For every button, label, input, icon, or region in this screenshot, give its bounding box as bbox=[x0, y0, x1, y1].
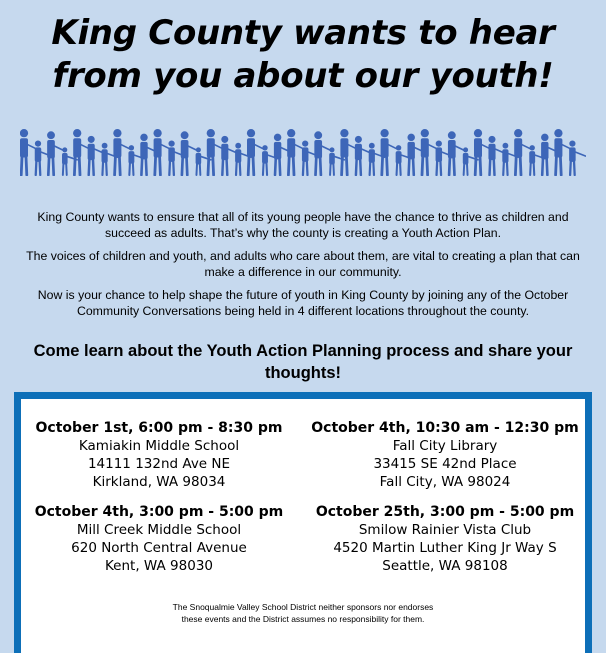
event-datetime: October 25th, 3:00 pm - 5:00 pm bbox=[315, 504, 575, 520]
events-panel bbox=[21, 399, 585, 653]
event-block bbox=[21, 419, 297, 491]
disclaimer-line-2: these events and the District assumes no responsibility for them. bbox=[181, 614, 425, 624]
headline-line-2: from you about our youth! bbox=[52, 56, 554, 96]
intro-text bbox=[14, 209, 592, 326]
event-city: Kent, WA 98030 bbox=[105, 558, 213, 574]
event-venue: Mill Creek Middle School bbox=[76, 522, 242, 538]
event-venue: Kamiakin Middle School bbox=[78, 438, 240, 454]
event-datetime: October 1st, 6:00 pm - 8:30 pm bbox=[35, 420, 283, 436]
event-datetime: October 4th, 10:30 am - 12:30 pm bbox=[311, 420, 579, 436]
intro-paragraph-3: Now is your chance to help shape the future of youth in King County by joining any of the October Community Conversations being held in 4 different locations throughout the county. bbox=[37, 288, 569, 318]
event-street: 4520 Martin Luther King Jr Way S bbox=[333, 540, 557, 556]
headline-line-1: King County wants to hear bbox=[51, 13, 555, 53]
intro-paragraph-1: King County wants to ensure that all of its young people have the chance to thrive as children and succeed as adults. That’s why the county is creating a Youth Action Plan. bbox=[37, 210, 569, 240]
event-street: 620 North Central Avenue bbox=[71, 540, 247, 556]
crowd-silhouette-image bbox=[20, 128, 586, 176]
intro-paragraph-2: The voices of children and youth, and adults who care about them, are vital to creating a plan that can make a difference in our community. bbox=[26, 249, 580, 279]
event-city: Fall City, WA 98024 bbox=[379, 474, 511, 490]
event-datetime: October 4th, 3:00 pm - 5:00 pm bbox=[34, 504, 284, 520]
event-street: 33415 SE 42nd Place bbox=[373, 456, 517, 472]
event-block bbox=[307, 419, 583, 491]
event-block bbox=[307, 503, 583, 575]
event-street: 14111 132nd Ave NE bbox=[87, 456, 231, 472]
disclaimer-line-1: The Snoqualmie Valley School District neither sponsors nor endorses bbox=[172, 602, 434, 612]
page-headline bbox=[0, 12, 606, 98]
event-venue: Fall City Library bbox=[392, 438, 498, 454]
events-box bbox=[14, 392, 592, 653]
call-to-action: Come learn about the Youth Action Planning process and share your thoughts! bbox=[33, 342, 573, 382]
event-city: Kirkland, WA 98034 bbox=[92, 474, 226, 490]
event-block bbox=[21, 503, 297, 575]
event-city: Seattle, WA 98108 bbox=[382, 558, 508, 574]
disclaimer bbox=[21, 601, 585, 625]
event-venue: Smilow Rainier Vista Club bbox=[358, 522, 532, 538]
